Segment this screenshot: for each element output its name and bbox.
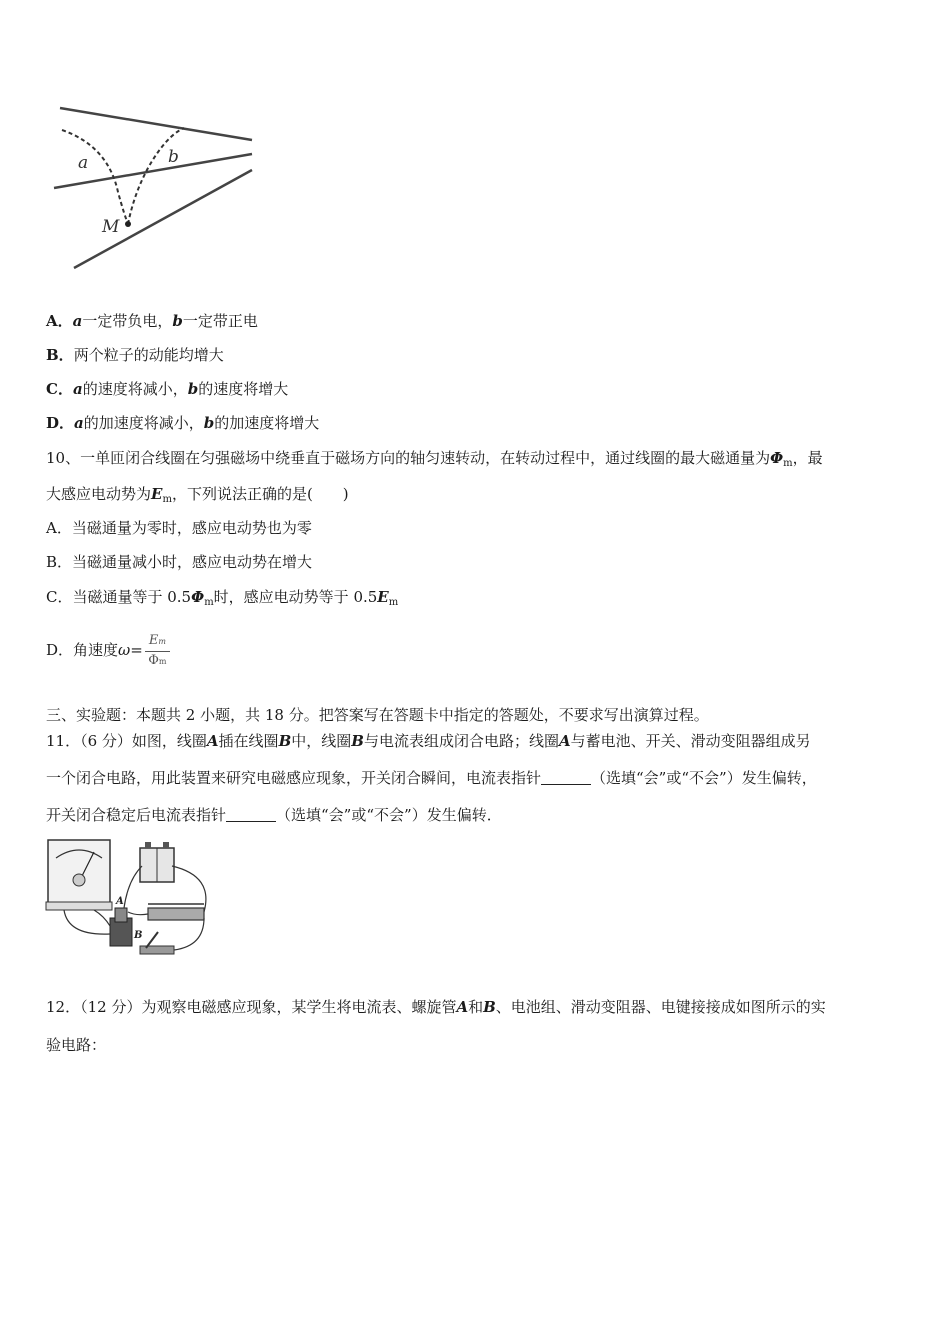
coil-A: [115, 908, 127, 922]
q11-line3: 开关闭合稳定后电流表指针 （选填“会”或“不会”）发生偏转．: [46, 806, 502, 824]
battery-terminal-2: [163, 842, 169, 848]
apparatus-figure: [44, 836, 216, 960]
galvanometer-pivot: [73, 874, 85, 886]
wire-4: [172, 866, 206, 912]
q11-line2: 一个闭合电路，用此装置来研究电磁感应现象，开关闭合瞬间，电流表指针 （选填“会”或“不会”）发生偏转，: [46, 769, 817, 787]
trajectory-b: [128, 128, 184, 224]
q9-option-b: B．两个粒子的动能均增大: [46, 346, 224, 364]
answer-blank-1[interactable]: [541, 770, 591, 785]
q9-option-d: D．a的加速度将减小，b的加速度将增大: [46, 414, 320, 432]
wire-5: [128, 912, 148, 915]
q10-stem-line2: 大感应电动势为$E_m$，下列说法正确的是( ): [46, 485, 349, 505]
fig-label-A: A: [116, 896, 124, 907]
wire-2: [94, 910, 110, 926]
section-heading: 三、实验题：本题共 2 小题，共 18 分。把答案写在答题卡中指定的答题处，不要求写出演算过程。: [46, 706, 709, 724]
q10-stem-line1: 10、一单匝闭合线圈在匀强磁场中绕垂直于磁场方向的轴匀速转动，在转动过程中，通过线圈的最大磁通量为$\Phi_m$，最: [46, 449, 823, 469]
switch-base: [140, 946, 174, 954]
galvanometer-base: [46, 902, 112, 910]
q9-option-c: C．a的速度将减小，b的速度将增大: [46, 380, 289, 398]
wire-1: [64, 910, 110, 934]
label-b: b: [168, 147, 179, 167]
label-M: M: [102, 217, 120, 237]
fig-label-B: B: [134, 930, 143, 941]
field-line-bottom: [74, 170, 252, 268]
rheostat: [148, 908, 204, 920]
q12-line1: 12．（12 分）为观察电磁感应现象，某学生将电流表、螺旋管A和B、电池组、滑动变阻器、电键接接成如图所示的实: [46, 998, 826, 1016]
label-a: a: [78, 153, 89, 173]
q10-option-d: D．角速度ω= $\frac{Em}{\Phi m}$: [46, 622, 170, 678]
answer-blank-2[interactable]: [226, 807, 276, 822]
point-M: [125, 221, 131, 227]
battery-terminal-1: [145, 842, 151, 848]
q10-option-c: C．当磁通量等于 $0.5\Phi_m$时，感应电动势等于 $0.5E_m$: [46, 588, 399, 608]
field-line-top: [60, 108, 252, 140]
q9-option-a: A．a一定带负电，b一定带正电: [46, 312, 258, 330]
q10-option-b: B．当磁通量减小时，感应电动势在增大: [46, 553, 313, 571]
q12-line2: 验电路：: [46, 1036, 107, 1054]
trajectory-figure: [48, 96, 258, 276]
q10-option-a: A．当磁通量为零时，感应电动势也为零: [46, 519, 312, 537]
omega-fraction: $\frac{Em}{\Phi m}$: [145, 632, 170, 671]
q11-line1: 11．（6 分）如图，线圈A插在线圈B中，线圈B与电流表组成闭合电路；线圈A与蓄电池、开关、滑动变阻器组成另: [46, 732, 811, 750]
wire-6: [174, 918, 204, 950]
